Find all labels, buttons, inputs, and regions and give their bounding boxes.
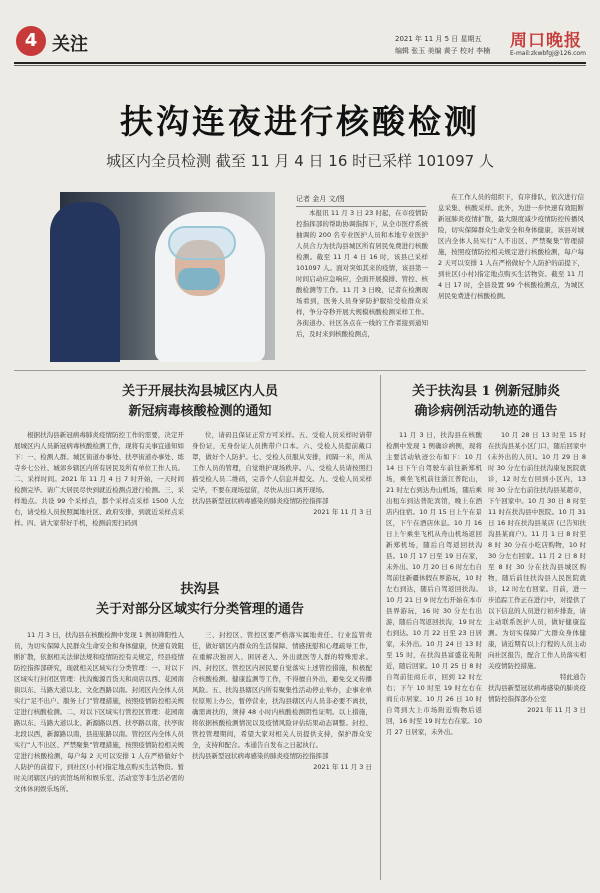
byline: 记者 金月 文/图 bbox=[296, 194, 426, 207]
issue-date: 2021 年 11 月 5 日 星期五 bbox=[395, 35, 482, 43]
subheadline: 城区内全员检测 截至 11 月 4 日 16 时已采样 101097 人 bbox=[106, 152, 494, 170]
headline: 扶沟连夜进行核酸检测 bbox=[120, 102, 480, 141]
notice3-closing: 特此通告 bbox=[560, 673, 586, 681]
notice1-date: 2021 年 11 月 3 日 bbox=[313, 508, 372, 516]
divider bbox=[14, 370, 586, 371]
photo-caption: 检测现场 bbox=[285, 541, 292, 575]
page-number-badge: 4 bbox=[16, 26, 46, 56]
notice3-source: 扶沟县新型冠状病毒感染的肺炎疫情防控指挥部办公室 bbox=[488, 684, 586, 703]
face-shield bbox=[168, 226, 236, 260]
notice1-column-1: 根据扶沟县新冠病毒肺炎疫情防控工作的需要，决定开展城区内人员新冠病毒核酸检测工作，现将有关事宜通知如下：一、检测人群。城区街道办事处、扶亭街道办事处、练寺乡七公社、城郊乡辖区内所有居民及所有单位工作人员。二、采样时间。2021 年 11 月 4 日 7 时开始，一天时间检测完毕。请广大居民尽快到就近检测点进行检测。三、采样地点。共设 99 个采样点，都个采样点采样 1500 人左右，请受检人员按照属地社区、政府安排，到就近采样点采样。四、请大家带好手机，检测前需扫码到 bbox=[14, 431, 184, 527]
vertical-divider bbox=[380, 375, 381, 880]
notice3-title: 关于扶沟县 1 例新冠肺炎 确诊病例活动轨迹的通告 bbox=[411, 384, 561, 419]
notice2-date: 2021 年 11 月 3 日 bbox=[313, 763, 372, 771]
notice2-column-2: 三、封控区、管控区要严格落实属地责任、行业监管责任，做好辖区内群众的生活保障、情感抚慰和心理疏导工作，在重解决独居人、困居老人、外出就医等人群的特殊需求。四、封控区、管控区内居民要自觉落实上述管控措施，积极配合核酸检测、健康监测等工作，不得擅自外出，避免交叉传播风险。五、扶沟县辖区内所有聚集性活动停止举办，企事业单位原则上办公，暂停营业，扶沟县辖区内人员非必要不离扶，确需离扶的，须持 48 小时内核酸检测阴性证明。以上措施，将依据核酸检测情况以及疫情风险评估结果动态调整。封控、管控管理期间，希望大家对相关人员提供支持，保护群众安全，支持和配合。本通告自发布之日起执行。 扶沟县新型冠状病毒感染的肺炎疫情防控指挥部 2021 年 11 月 3 日 bbox=[192, 631, 372, 771]
contact-email: E-mail:zkwbfgj@126.com bbox=[510, 50, 586, 57]
notice1-column-2: 位，请码且保证正常方可采样。五、受检人员采样时请带身份证，无身份证人员携带户口本。六、受检人员提前戴口罩，做好个人防护。七、受检人员服从安排，间隔一米，所从工作人员的管理，自觉维护现场秩序。八、受检人员请按照扫描受检人员二维码，完善个人信息并提交。九、受检人员采样完毕，不要在现场逗留，尽快从出口离开现场。 扶沟县新型冠状病毒感染的肺炎疫情防控指挥部 2021 年 11 月 3 日 bbox=[192, 431, 372, 516]
notice3-column-2: 10 月 28 日 13 时至 15 时在扶沟县某小区门口，随后回家中 (未外出的人员)。10 月 29 日 8 时 30 分左右前往扶沟康复医院就诊，12 时左右回到小区内，13 时 30 分左右前往扶沟县某超市，下午回家中。10 月 30 日 8 时至 11 时在扶沟县中医院。10 月 31 日 16 时在扶沟县某店 (已告知扶沟县某商户)。11 月 1 日 8 时至 8 时 30 分在小吃店购物，10 时 30 分左右回家。11 月 2 日 8 时至 8 时 30 分在扶沟县城区购物，随后前往扶沟县人民医院就诊，12 时左右回家。目前，进一步追踪工作正在进行中，对提供了以下信息的人员进行初步排查，请主动联系医护人员，做好健康监测。为切实保障广大群众身体健康，请近期有以上行程的人员主动向社区报告，配合工作人员落实相关疫情防控措施。 特此通告 扶沟县新型冠状病毒感染的肺炎疫情防控指挥部办公室 2021 年 11 月 3 日 bbox=[488, 431, 586, 714]
lead-column-2: 在工作人员的组织下，有序排队，依次进行信息采集、核酸采样。此外，为进一步快速有效阻断新冠肺炎疫情扩散，最大限度减少疫情防控传播风险，切实保障群众生命安全和身体健康，该县对城区内全体人员实行“人不出区、严禁聚集”管理措施，按照疫情防控相关规定进行核酸检测，每户每 2 天可以安排 1 人在严格做好个人防护的前提下，到社区(小村)指定地点购买生活物资。截至 11 月 4 日 17 时，全县设置 99 个核酸检测点，为城区居民免费进行核酸检测。 bbox=[438, 193, 584, 300]
section-title: 关注 bbox=[52, 34, 88, 55]
masthead-logo: 周口晚报 bbox=[510, 31, 582, 51]
person-silhouette bbox=[50, 202, 120, 362]
face-mask bbox=[178, 268, 220, 290]
notice3-column-1: 11 月 3 日，扶沟县在核酸检测中发现 1 例确诊病例，现将主要活动轨迹公布如下：10 月 14 日下午自驾驶车前往新郑机场，乘坐飞机前往浙江普陀山，21 时左右到达舟山机场，随后乘出租车到达普陀宾馆，晚上在酒店内住宿。10 月 15 日上午在景区，下午在酒店休息。10 月 16 日上午乘坐飞机从舟山机场返回新郑机场，随后自驾返回扶沟县。10 月 17 日至 19 日在家，未外出。10 月 20 日 6 时左右自驾前往新疆休假在界游玩，10 时左右到达，随后自驾返回扶沟。10 月 21 日 9 时左右开始在本市县界游玩，16 时 30 分左右出游，随后自驾返回扶沟，19 时左右到达。10 月 22 日至 23 日居家，未外出。10 月 24 日 13 时至 15 时，在扶沟县富盛花苑附近，随后回家。10 月 25 日 8 时自驾前往商丘市，回到 12 时左右；下午 10 时至 19 时左右在商丘市居家。10 月 26 日 10 时自驾到大上市场附近购物后返回，16 时至 19 时左右在家。10 月 27 日居家，未外出。 bbox=[386, 431, 483, 736]
notice2-column-1: 11 月 3 日，扶沟县在核酸检测中发现 1 例初筛阳性人员，为切实保障人民群众生命安全和身体健康，快速有效阻断扩散，依据相关法律法规和疫情防控有关规定，经县疫情防控指挥部研究，现就相关区域实行分类管理：一、对以下区域实行封闭区管理：扶沟衡源百货天和商店以西、花园南街以东、马路大道以北、文化西路以南。封闭区内全体人员实行“足不出户、服务上门”管理措施，按照疫情防控相关规定进行核酸检测。二、对以下区域实行管控区管理：花园南路以东、马路大道以北、新源路以西、扶亭路以南，扶亭街北段以西，新源路以南，县迎旅路以南。管控区内全体人员实行“人不出区、严禁聚集”管理措施，按照疫情防控相关规定进行核酸检测，每户每 2 天可以安排 1 人在严格做好个人防护的前提下，到社区(小村)指定地点购买生活物资。暂时关闭辖区内的宾馆场所和娱乐室、活动室等非生活必需的文体休闲娱乐场所。 bbox=[14, 631, 184, 793]
notice2-source: 扶沟县新型冠状病毒感染的肺炎疫情防控指挥部 bbox=[192, 752, 329, 760]
header-rule bbox=[14, 62, 586, 64]
header-rule-thin bbox=[14, 65, 586, 66]
notice1-title: 关于开展扶沟县城区内人员 新冠病毒核酸检测的通知 bbox=[121, 384, 278, 419]
editors-line: 编辑 张玉 美编 黄子 校对 李楠 bbox=[395, 47, 491, 55]
lead-column-1: 本报讯 11 月 3 日 23 时起，在市疫情防控指挥部的帮助协调指挥下，从全市医疗系统抽调的 200 名专业医护人员和本地专业医护人员合力为扶沟县城区所有居民免费进行核酸检测。截至 11 月 4 日 16 时，该县已采样 101097 人。面对突如其来的疫情，该县第一时间启动应急响应，全面开展摸排、管控、核酸检测等工作。11 月 3 日晚，记者在检测现场看到，医务人员身穿防护服给受检群众采样，争分夺秒开展大规模核酸检测采样工作。各街道办、社区各点在一线的工作者接到通知后，及时来到核酸检测点， bbox=[296, 209, 428, 338]
notice1-source: 扶沟县新型冠状病毒感染的肺炎疫情防控指挥部 bbox=[192, 497, 329, 505]
notice2-title: 扶沟县 关于对部分区域实行分类管理的通告 bbox=[95, 582, 304, 617]
page-header bbox=[0, 0, 600, 76]
notice3-date: 2021 年 11 月 3 日 bbox=[527, 706, 586, 714]
